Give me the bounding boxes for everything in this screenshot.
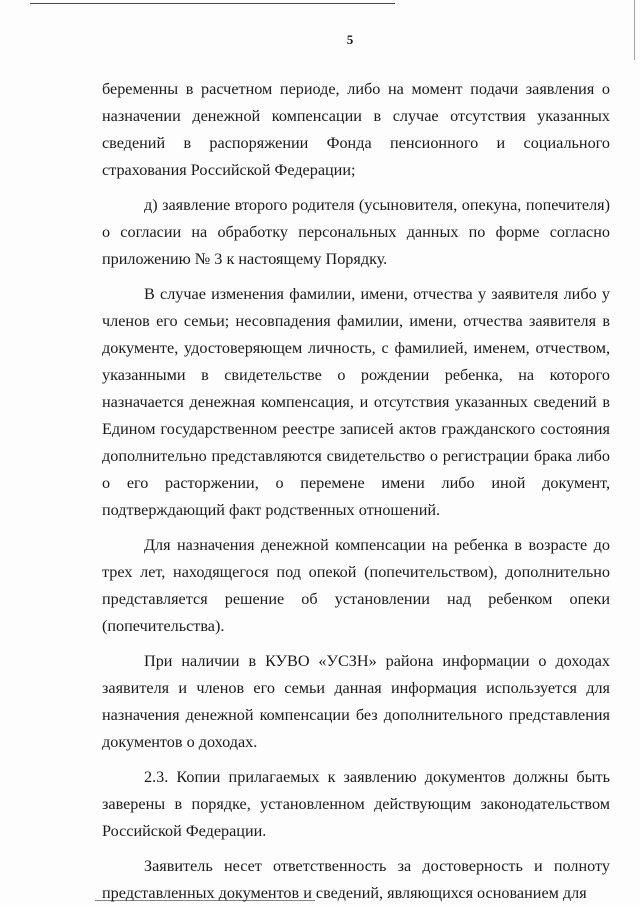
document-body xyxy=(102,76,610,907)
scan-edge-right xyxy=(634,0,635,60)
paragraph-item-d: д) заявление второго родителя (усыновителя, опекуна, попечителя) о согласии на обработку персональных данных по форме согласно приложению № 3 к настоящему Порядку. xyxy=(102,196,610,268)
paragraph-2-3: 2.3. Копии прилагаемых к заявлению документов должны быть заверены в порядке, установленном действующим законодательством Российской Федерации. xyxy=(102,768,610,840)
paragraph-continuation: беременны в расчетном периоде, либо на момент подачи заявления о назначении денежной компенсации в случае отсутствия указанных сведений в распоряжении Фонда пенсионного и социального страхования Российской Федерации; xyxy=(102,80,610,179)
paragraph-guardianship: Для назначения денежной компенсации на ребенка в возрасте до трех лет, находящегося под опекой (попечительством), дополнительно представляется решение об установлении над ребенком опеки (попечительства). xyxy=(102,536,610,635)
paragraph-income-info: При наличии в КУВО «УСЗН» района информации о доходах заявителя и членов его семьи данная информация используется для назначения денежной компенсации без дополнительного представления документов о доходах. xyxy=(102,652,610,751)
paragraph-responsibility: Заявитель несет ответственность за достоверность и полноту представленных документов и сведений, являющихся основанием для xyxy=(102,857,610,902)
paragraph-name-change: В случае изменения фамилии, имени, отчества у заявителя либо у членов его семьи; несовпадения фамилии, имени, отчества заявителя в документе, удостоверяющем личность, с фамилией, именем, отчеством, указанными в свидетельстве о рождении ребенка, на которого назначается денежная компенсация, и отсутствия указанных сведений в Едином государственном реестре записей актов гражданского состояния дополнительно представляются свидетельство о регистрации брака либо о его расторжении, о перемене имени либо иной документ, подтверждающий факт родственных отношений. xyxy=(102,285,610,519)
scan-edge-top xyxy=(30,3,395,4)
page-number: 5 xyxy=(346,32,354,47)
